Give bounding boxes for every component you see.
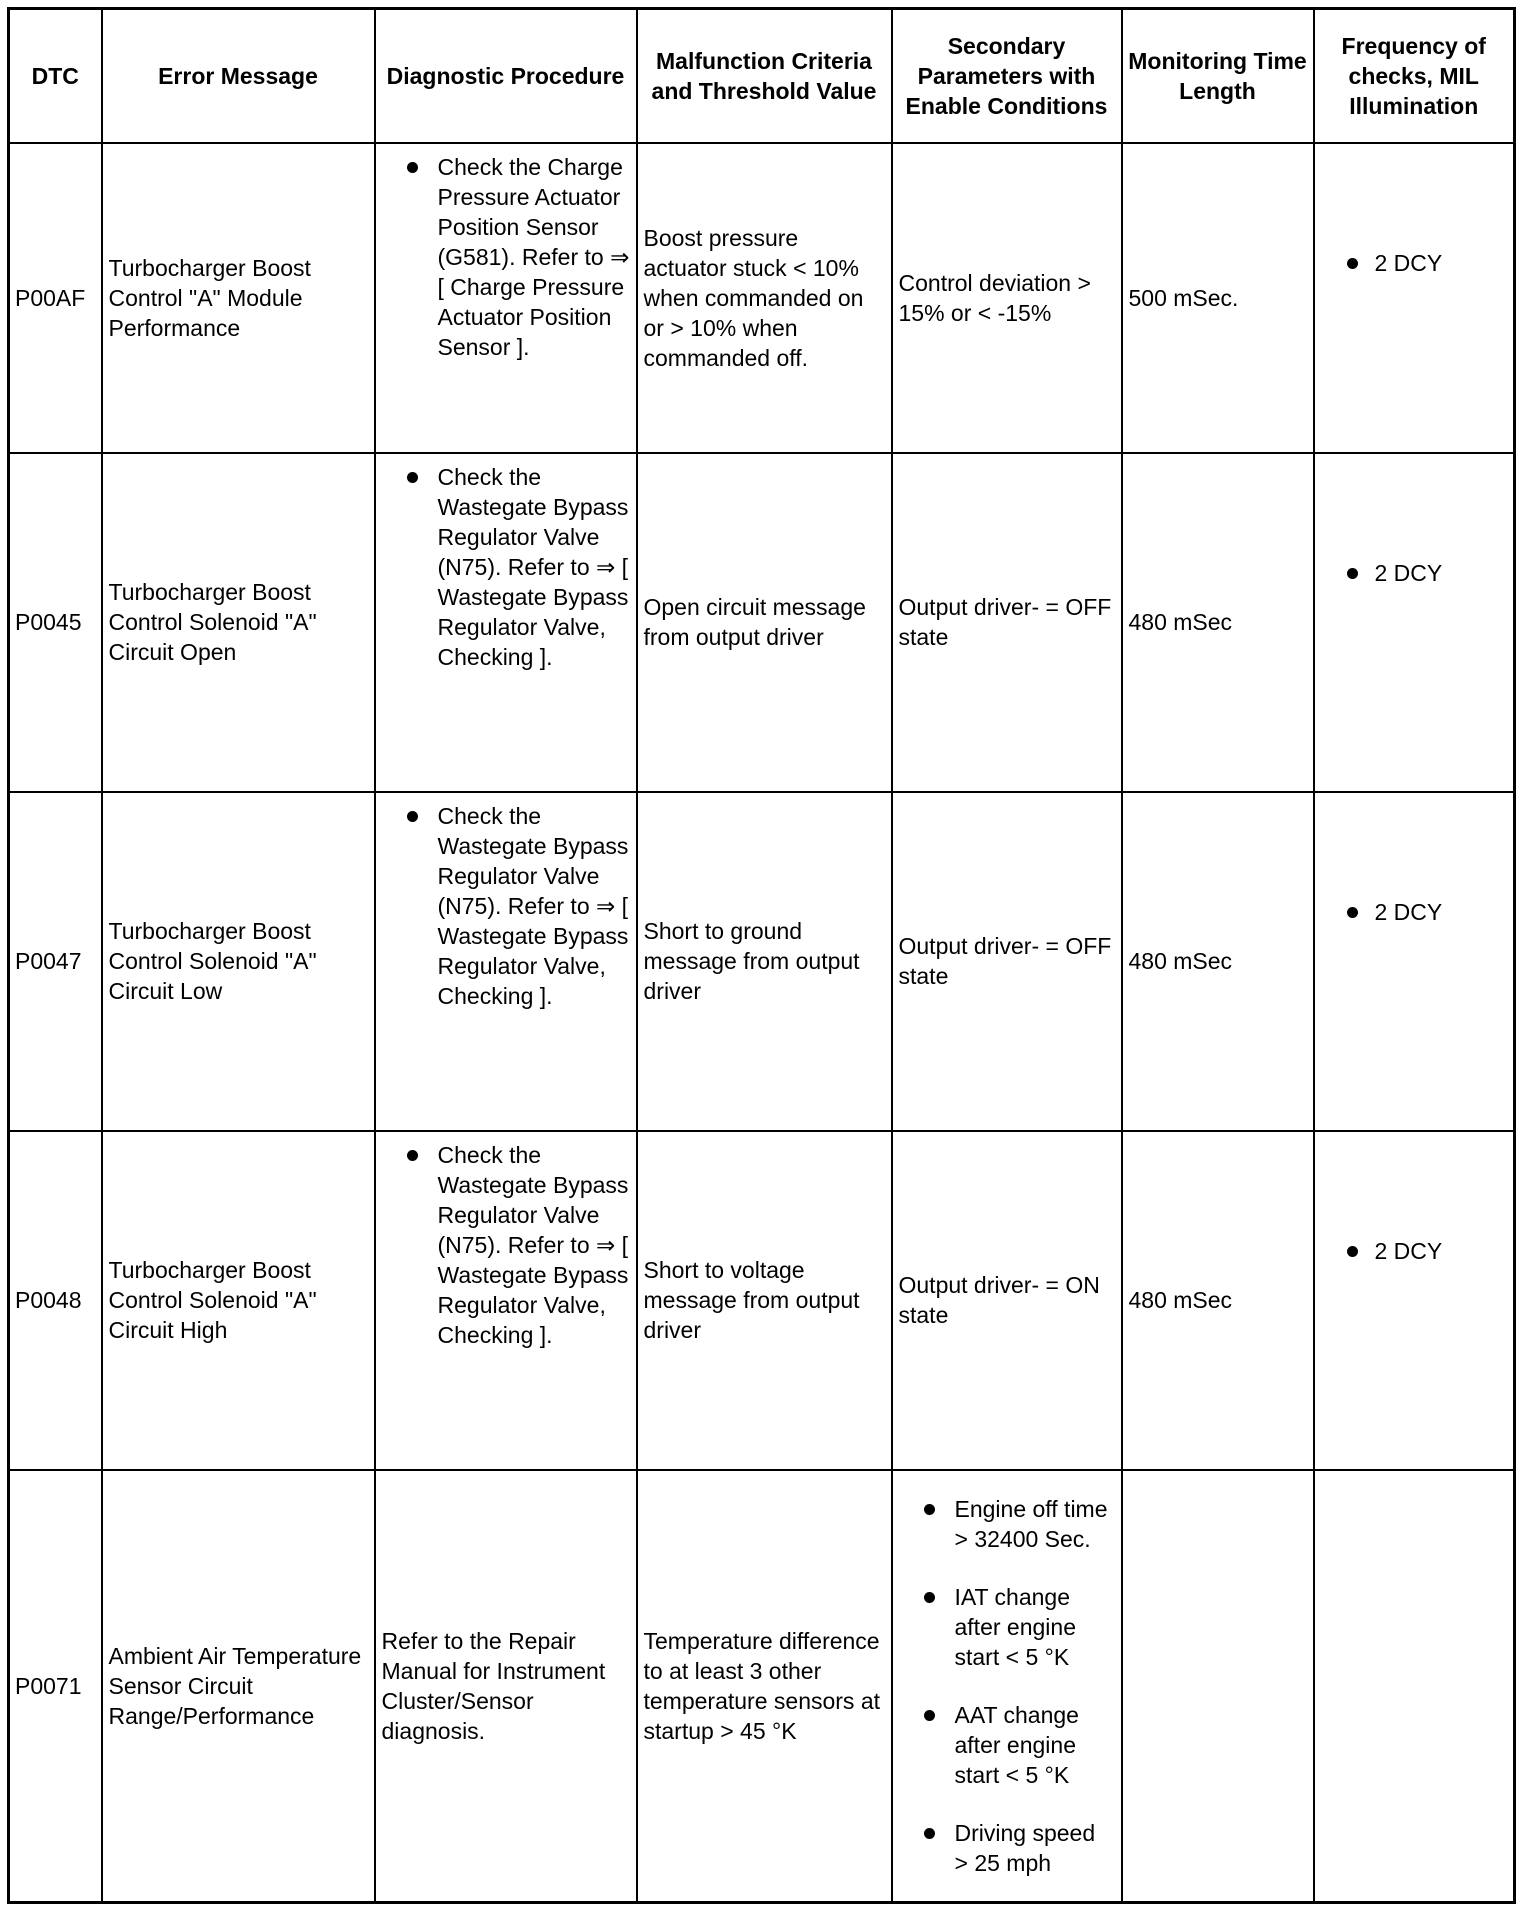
diagnostic-procedure xyxy=(375,792,637,1131)
frequency xyxy=(1314,453,1515,792)
monitoring-time: 500 mSec. xyxy=(1122,143,1314,453)
frequency xyxy=(1314,143,1515,453)
secondary-bullet: Driving speed > 25 mph xyxy=(899,1818,1115,1878)
dtc-code: P00AF xyxy=(9,143,102,453)
table-row xyxy=(9,453,1515,792)
header-error-message: Error Message xyxy=(102,9,375,143)
table-row xyxy=(9,1470,1515,1903)
dtc-code: P0047 xyxy=(9,792,102,1131)
secondary-bullet: AAT change after engine start < 5 °K xyxy=(899,1700,1115,1790)
malfunction-criteria: Boost pressure actuator stuck < 10% when commanded on or > 10% when commanded off. xyxy=(637,143,892,453)
frequency-bullet: 2 DCY xyxy=(1321,558,1508,588)
procedure-bullet: Check the Wastegate Bypass Regulator Valve (N75). Refer to ⇒ [ Wastegate Bypass Regulator Valve, Checking ]. xyxy=(382,1140,632,1350)
diagnostic-procedure: Refer to the Repair Manual for Instrument Cluster/Sensor diagnosis. xyxy=(375,1470,637,1903)
secondary-bullet: IAT change after engine start < 5 °K xyxy=(899,1582,1115,1672)
error-message: Turbocharger Boost Control "A" Module Performance xyxy=(102,143,375,453)
header-diagnostic-procedure: Diagnostic Procedure xyxy=(375,9,637,143)
procedure-bullet: Check the Charge Pressure Actuator Position Sensor (G581). Refer to ⇒ [ Charge Pressure Actuator Position Sensor ]. xyxy=(382,152,632,362)
secondary-bullet: Engine off time > 32400 Sec. xyxy=(899,1494,1115,1554)
secondary-parameters: Output driver- = OFF state xyxy=(892,453,1122,792)
header-malfunction-criteria: Malfunction Criteria and Threshold Value xyxy=(637,9,892,143)
malfunction-criteria: Short to ground message from output driver xyxy=(637,792,892,1131)
dtc-table xyxy=(7,7,1516,1904)
dtc-code: P0048 xyxy=(9,1131,102,1470)
error-message: Turbocharger Boost Control Solenoid "A" Circuit Open xyxy=(102,453,375,792)
procedure-bullet: Check the Wastegate Bypass Regulator Valve (N75). Refer to ⇒ [ Wastegate Bypass Regulator Valve, Checking ]. xyxy=(382,801,632,1011)
frequency-bullet: 2 DCY xyxy=(1321,897,1508,927)
error-message: Turbocharger Boost Control Solenoid "A" Circuit Low xyxy=(102,792,375,1131)
dtc-code: P0045 xyxy=(9,453,102,792)
table-row xyxy=(9,792,1515,1131)
secondary-parameters xyxy=(892,1470,1122,1903)
header-secondary-parameters: Secondary Parameters with Enable Conditions xyxy=(892,9,1122,143)
frequency xyxy=(1314,792,1515,1131)
frequency xyxy=(1314,1131,1515,1470)
diagnostic-procedure xyxy=(375,1131,637,1470)
table-row xyxy=(9,1131,1515,1470)
procedure-bullet: Check the Wastegate Bypass Regulator Valve (N75). Refer to ⇒ [ Wastegate Bypass Regulator Valve, Checking ]. xyxy=(382,462,632,672)
monitoring-time: 480 mSec xyxy=(1122,453,1314,792)
header-dtc: DTC xyxy=(9,9,102,143)
header-monitoring-time: Monitoring Time Length xyxy=(1122,9,1314,143)
error-message: Ambient Air Temperature Sensor Circuit Range/Performance xyxy=(102,1470,375,1903)
frequency xyxy=(1314,1470,1515,1903)
monitoring-time xyxy=(1122,1470,1314,1903)
dtc-code: P0071 xyxy=(9,1470,102,1903)
error-message: Turbocharger Boost Control Solenoid "A" Circuit High xyxy=(102,1131,375,1470)
table-row xyxy=(9,143,1515,453)
monitoring-time: 480 mSec xyxy=(1122,1131,1314,1470)
header-frequency: Frequency of checks, MIL Illumination xyxy=(1314,9,1515,143)
frequency-bullet: 2 DCY xyxy=(1321,1236,1508,1266)
secondary-parameters: Output driver- = OFF state xyxy=(892,792,1122,1131)
monitoring-time: 480 mSec xyxy=(1122,792,1314,1131)
malfunction-criteria: Open circuit message from output driver xyxy=(637,453,892,792)
diagnostic-procedure xyxy=(375,453,637,792)
frequency-bullet: 2 DCY xyxy=(1321,248,1508,278)
secondary-parameters: Output driver- = ON state xyxy=(892,1131,1122,1470)
secondary-parameters: Control deviation > 15% or < -15% xyxy=(892,143,1122,453)
malfunction-criteria: Temperature difference to at least 3 other temperature sensors at startup > 45 °K xyxy=(637,1470,892,1903)
diagnostic-procedure xyxy=(375,143,637,453)
malfunction-criteria: Short to voltage message from output driver xyxy=(637,1131,892,1470)
header-row xyxy=(9,9,1515,143)
